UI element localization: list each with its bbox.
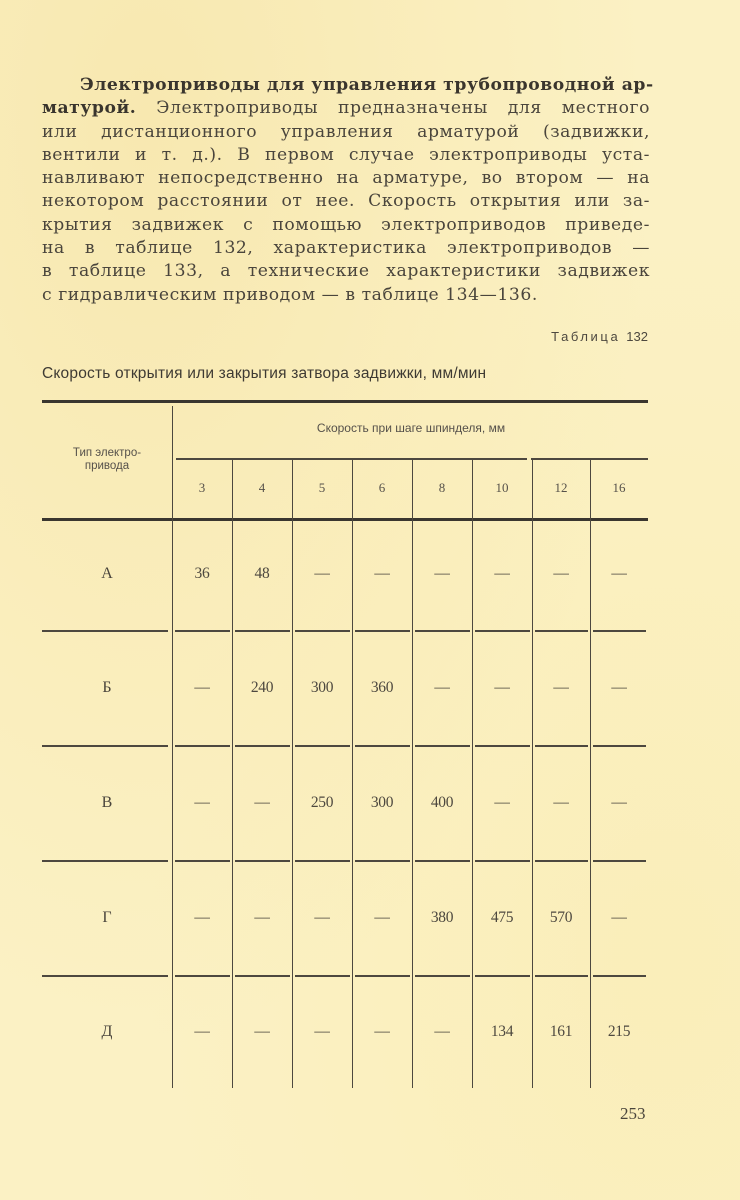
table-title: Скорость открытия или закрытия затвора задвижки, мм/мин — [42, 365, 487, 382]
table-cell: — — [494, 565, 510, 582]
table-cell: 240 — [250, 678, 274, 696]
table-cell: 380 — [430, 908, 454, 926]
table-cell: — — [194, 908, 210, 926]
row-type-label: Г — [102, 908, 112, 926]
paragraph-line: крытия задвижек с помощью электроприводов приведе- — [42, 214, 650, 235]
table-label: Таблица 132 — [551, 329, 648, 344]
table-cell: — — [553, 678, 569, 696]
column-header-spindle-pitch: 6 — [378, 480, 386, 495]
table-cell: 250 — [310, 793, 334, 811]
section-heading: Электроприводы для управления трубопроводной ар- — [80, 75, 654, 95]
table-cell: — — [314, 1022, 330, 1040]
table-cell: 48 — [254, 565, 270, 582]
table-cell: 400 — [430, 793, 454, 811]
table-cell: 36 — [194, 565, 210, 582]
paragraph-line: в таблице 133, а технические характеристики задвижек — [42, 261, 650, 282]
paragraph-line: с гидравлическим приводом — в таблице 134—136. — [42, 284, 538, 305]
row-header-cell: Тип электро- привода — [72, 447, 142, 472]
row-type-label: Б — [102, 678, 112, 696]
column-header-spindle-pitch: 5 — [318, 480, 326, 495]
table-cell: 134 — [490, 1022, 514, 1040]
table-cell: — — [494, 678, 510, 696]
section-heading-end: матурой. — [42, 98, 137, 119]
row-type-label: А — [101, 565, 113, 582]
column-header-spindle-pitch: 8 — [438, 480, 446, 495]
table-cell: 475 — [490, 908, 514, 926]
table-cell: — — [553, 565, 569, 582]
table-cell: — — [611, 678, 627, 696]
table-cell: — — [374, 908, 390, 926]
table-cell: — — [374, 1022, 390, 1040]
table-cell: 360 — [370, 678, 394, 696]
row-type-label: В — [101, 793, 113, 811]
column-header-spindle-pitch: 10 — [495, 480, 509, 495]
table-cell: 570 — [549, 908, 573, 926]
paragraph-line: навливают непосредственно на арматуре, во втором — на — [42, 168, 650, 189]
table-cell: — — [194, 678, 210, 696]
paragraph-line: некотором расстоянии от нее. Скорость открытия или за- — [42, 191, 650, 212]
column-header-spindle-pitch: 4 — [258, 480, 266, 495]
group-header-cell: Скорость при шаге шпинделя, мм — [316, 420, 506, 435]
column-header-spindle-pitch: 12 — [554, 480, 568, 495]
paragraph-line: на в таблице 132, характеристика электроприводов — — [42, 238, 650, 259]
column-header-spindle-pitch: 16 — [612, 480, 626, 495]
table-rule — [42, 400, 648, 403]
table-cell: — — [254, 1022, 270, 1040]
table-cell: — — [254, 908, 270, 926]
table-cell: — — [194, 1022, 210, 1040]
table-cell: 300 — [370, 793, 394, 811]
table-cell: — — [434, 565, 450, 582]
paragraph-line: матурой. Электроприводы предназначены для местного — [42, 98, 650, 119]
paragraph-line: или дистанционного управления арматурой (задвижки, — [42, 121, 650, 142]
table-cell: — — [194, 793, 210, 811]
table-cell: 215 — [607, 1022, 631, 1040]
table-cell: 300 — [310, 678, 334, 696]
table-cell: — — [254, 793, 270, 811]
table-cell: — — [314, 908, 330, 926]
table-cell: — — [314, 565, 330, 582]
column-header-spindle-pitch: 3 — [198, 480, 206, 495]
table-cell: — — [374, 565, 390, 582]
table-cell: — — [611, 565, 627, 582]
table-cell: 161 — [549, 1022, 573, 1040]
table-cell: — — [494, 793, 510, 811]
page-number: 253 — [620, 1104, 646, 1123]
table-cell: — — [611, 793, 627, 811]
table-cell: — — [611, 908, 627, 926]
table-cell: — — [434, 678, 450, 696]
table-cell: — — [553, 793, 569, 811]
table-cell: — — [434, 1022, 450, 1040]
paragraph-line: вентили и т. д.). В первом случае электроприводы уста- — [42, 144, 650, 165]
row-type-label: Д — [101, 1022, 113, 1040]
